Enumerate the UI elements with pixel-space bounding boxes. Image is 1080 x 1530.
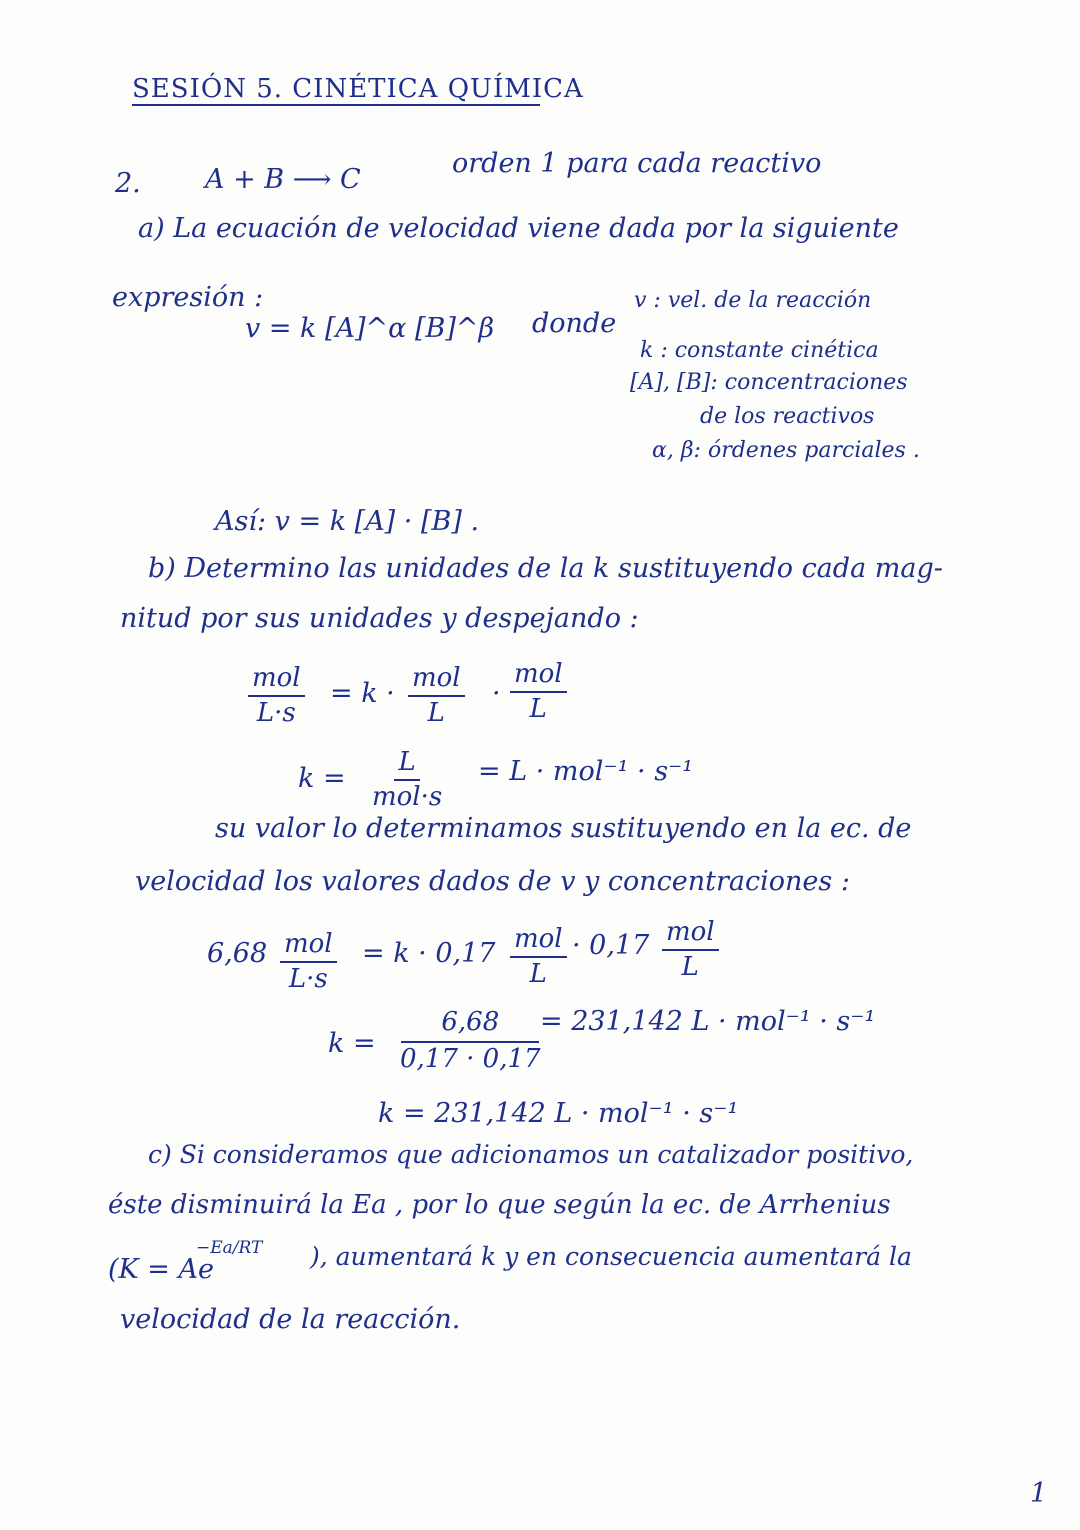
part-c-exponent: −Ea/RT [196, 1238, 263, 1258]
part-b-line1: b) Determino las unidades de la k sustituyendo cada mag- [148, 553, 943, 584]
part-a-line2: expresión : [112, 282, 264, 313]
k-calc-num: 6,68 [401, 1008, 539, 1043]
num-lhs-den: L·s [288, 963, 328, 994]
units-f1-den: L [427, 697, 445, 728]
units-f1-num: mol [408, 664, 465, 697]
units-f1-fraction [408, 664, 465, 727]
k-units-lhs: k = [298, 763, 346, 794]
part-c-line3a: (K = Ae [108, 1254, 214, 1285]
part-c-line4: velocidad de la reacción. [120, 1304, 461, 1335]
def-conc-2: de los reactivos [700, 404, 875, 429]
k-calc-lhs: k = [328, 1028, 376, 1059]
page-mark: 1 [1030, 1478, 1048, 1509]
k-units-rhs: = L · mol⁻¹ · s⁻¹ [478, 756, 694, 787]
units-eq-k: = k · [330, 678, 395, 709]
rate-equation: v = k [A]^α [B]^β [245, 313, 495, 344]
num-f2-fraction [662, 918, 719, 981]
num-f1-den: L [529, 958, 547, 989]
units-f2-num: mol [510, 660, 567, 693]
rate-law-simplified: Así: v = k [A] · [B] . [215, 506, 480, 537]
part-c-line2: éste disminuirá la Ea , por lo que según la ec. de Arrhenius [108, 1190, 891, 1220]
units-dot: · [492, 678, 501, 709]
k-calc-den: 0,17 · 0,17 [400, 1043, 541, 1074]
reaction: A + B ⟶ C [205, 164, 361, 195]
def-v: v : vel. de la reacción [634, 288, 872, 313]
part-c-line1: c) Si consideramos que adicionamos un catalizador positivo, [148, 1140, 914, 1169]
num-f1-num: mol [510, 925, 567, 958]
order-note: orden 1 para cada reactivo [452, 148, 822, 179]
num-lhs-num: mol [280, 930, 337, 963]
units-f2-fraction [510, 660, 567, 723]
units-lhs-den: L·s [256, 697, 296, 728]
def-k: k : constante cinética [640, 338, 879, 363]
num-dot: · 0,17 [572, 930, 650, 961]
num-eq: = k · 0,17 [362, 938, 496, 969]
part-b-line2: nitud por sus unidades y despejando : [120, 603, 639, 634]
problem-number: 2. [115, 168, 141, 199]
k-calc-rhs: = 231,142 L · mol⁻¹ · s⁻¹ [540, 1006, 876, 1037]
part-a-line1: a) La ecuación de velocidad viene dada por la siguiente [138, 213, 899, 244]
part-c-line3b: ), aumentará k y en consecuencia aumentará la [310, 1242, 912, 1271]
donde-label: donde [532, 308, 617, 339]
num-lhs-value: 6,68 [207, 938, 268, 969]
def-orders: α, β: órdenes parciales . [652, 438, 920, 463]
k-final: k = 231,142 L · mol⁻¹ · s⁻¹ [378, 1098, 739, 1129]
units-f2-den: L [529, 693, 547, 724]
k-units-fraction [368, 748, 446, 811]
def-conc-1: [A], [B]: concentraciones [630, 370, 908, 395]
num-f1-fraction [510, 925, 567, 988]
value-line1: su valor lo determinamos sustituyendo en la ec. de [215, 813, 912, 844]
num-f2-num: mol [662, 918, 719, 951]
num-f2-den: L [681, 951, 699, 982]
k-units-num: L [394, 748, 419, 781]
units-lhs-num: mol [248, 664, 305, 697]
units-lhs-fraction [248, 664, 305, 727]
k-units-den: mol·s [372, 781, 443, 812]
title-underline [132, 104, 540, 106]
page-title: SESIÓN 5. CINÉTICA QUÍMICA [132, 74, 584, 104]
k-calc-fraction [396, 1008, 545, 1073]
num-lhs-fraction [280, 930, 337, 993]
value-line2: velocidad los valores dados de v y concentraciones : [135, 866, 850, 897]
